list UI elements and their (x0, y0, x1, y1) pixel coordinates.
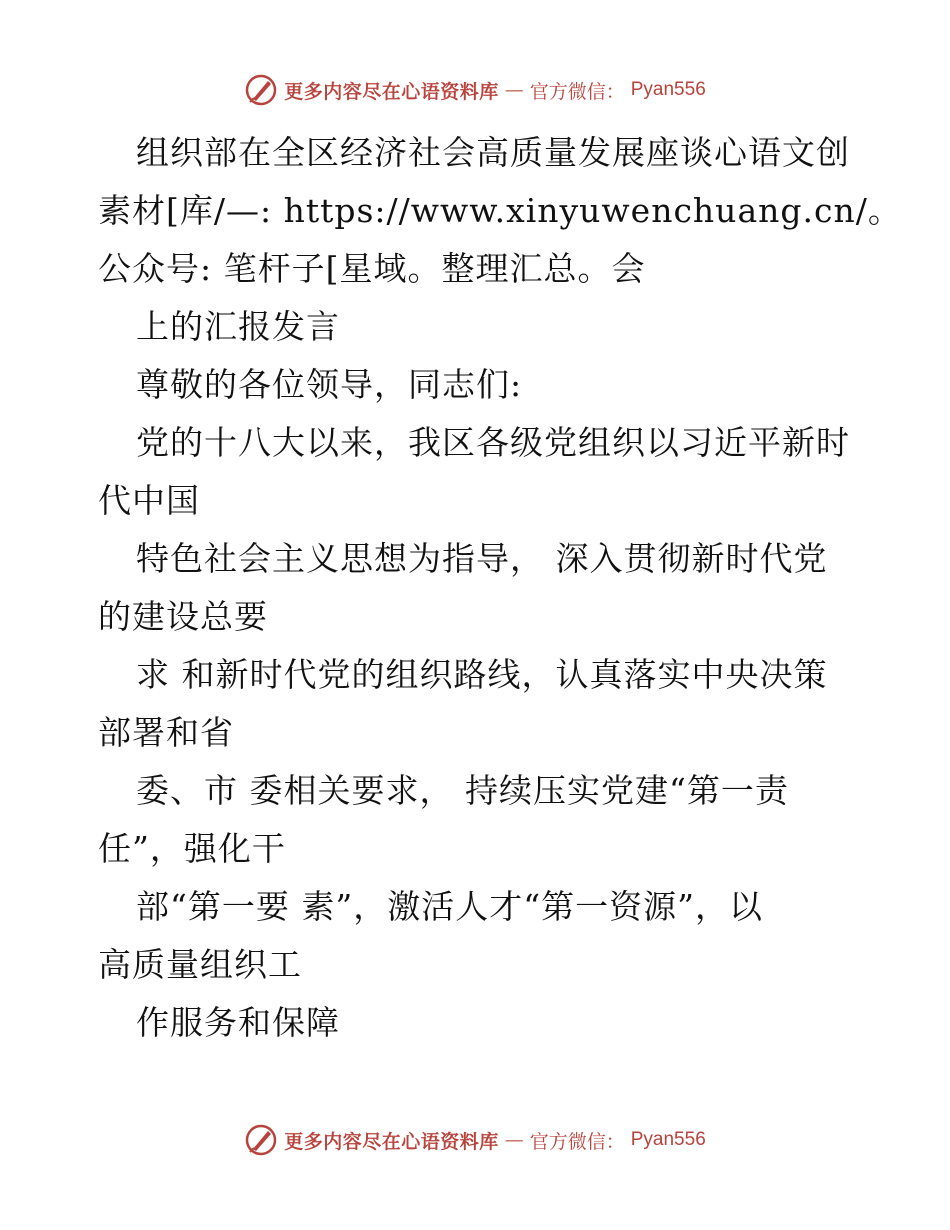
text-line: 党的十八大以来，我区各级党组织以习近平新时 (136, 423, 850, 462)
text-line: 任”，强化干 (98, 829, 286, 868)
banner-separator: — (504, 1129, 524, 1151)
banner-separator: — (504, 79, 524, 101)
text-line: 委、市 委相关要求， 持续压实党建“第一责 (136, 771, 789, 810)
banner-wechat-id: Pyan556 (630, 1129, 706, 1150)
text-line: 素材[库/—: https://www.xinyuwenchuang.cn/。 (98, 191, 902, 230)
quill-logo-icon (244, 1123, 278, 1157)
text-line: 的建设总要 (98, 597, 268, 636)
text-line: 代中国 (98, 481, 200, 520)
text-line: 高质量组织工 (98, 945, 302, 984)
text-line: 尊敬的各位领导，同志们: (136, 365, 523, 404)
text-line: 作服务和保障 (136, 1003, 340, 1042)
text-line: 部“第一要 素”，激活人才“第一资源”，以 (136, 887, 763, 926)
document-body (98, 124, 902, 1052)
banner-wechat-label: 官方微信： (529, 80, 625, 103)
banner-text: 更多内容尽在心语资料库 (284, 80, 499, 103)
banner-text: 更多内容尽在心语资料库 (284, 1130, 499, 1153)
text-line: 上的汇报发言 (136, 307, 340, 346)
text-line: 组织部在全区经济社会高质量发展座谈心语文创 (136, 133, 850, 172)
banner-wechat-label: 官方微信： (529, 1130, 625, 1153)
banner-wechat-id: Pyan556 (630, 79, 706, 100)
text-line: 公众号: 笔杆子[星域。整理汇总。会 (98, 249, 646, 288)
header-banner (0, 70, 950, 110)
text-line: 部署和省 (98, 713, 234, 752)
text-line: 特色社会主义思想为指导， 深入贯彻新时代党 (136, 539, 828, 578)
text-line: 求 和新时代党的组织路线，认真落实中央决策 (136, 655, 828, 694)
footer-banner (0, 1120, 950, 1160)
quill-logo-icon (244, 73, 278, 107)
